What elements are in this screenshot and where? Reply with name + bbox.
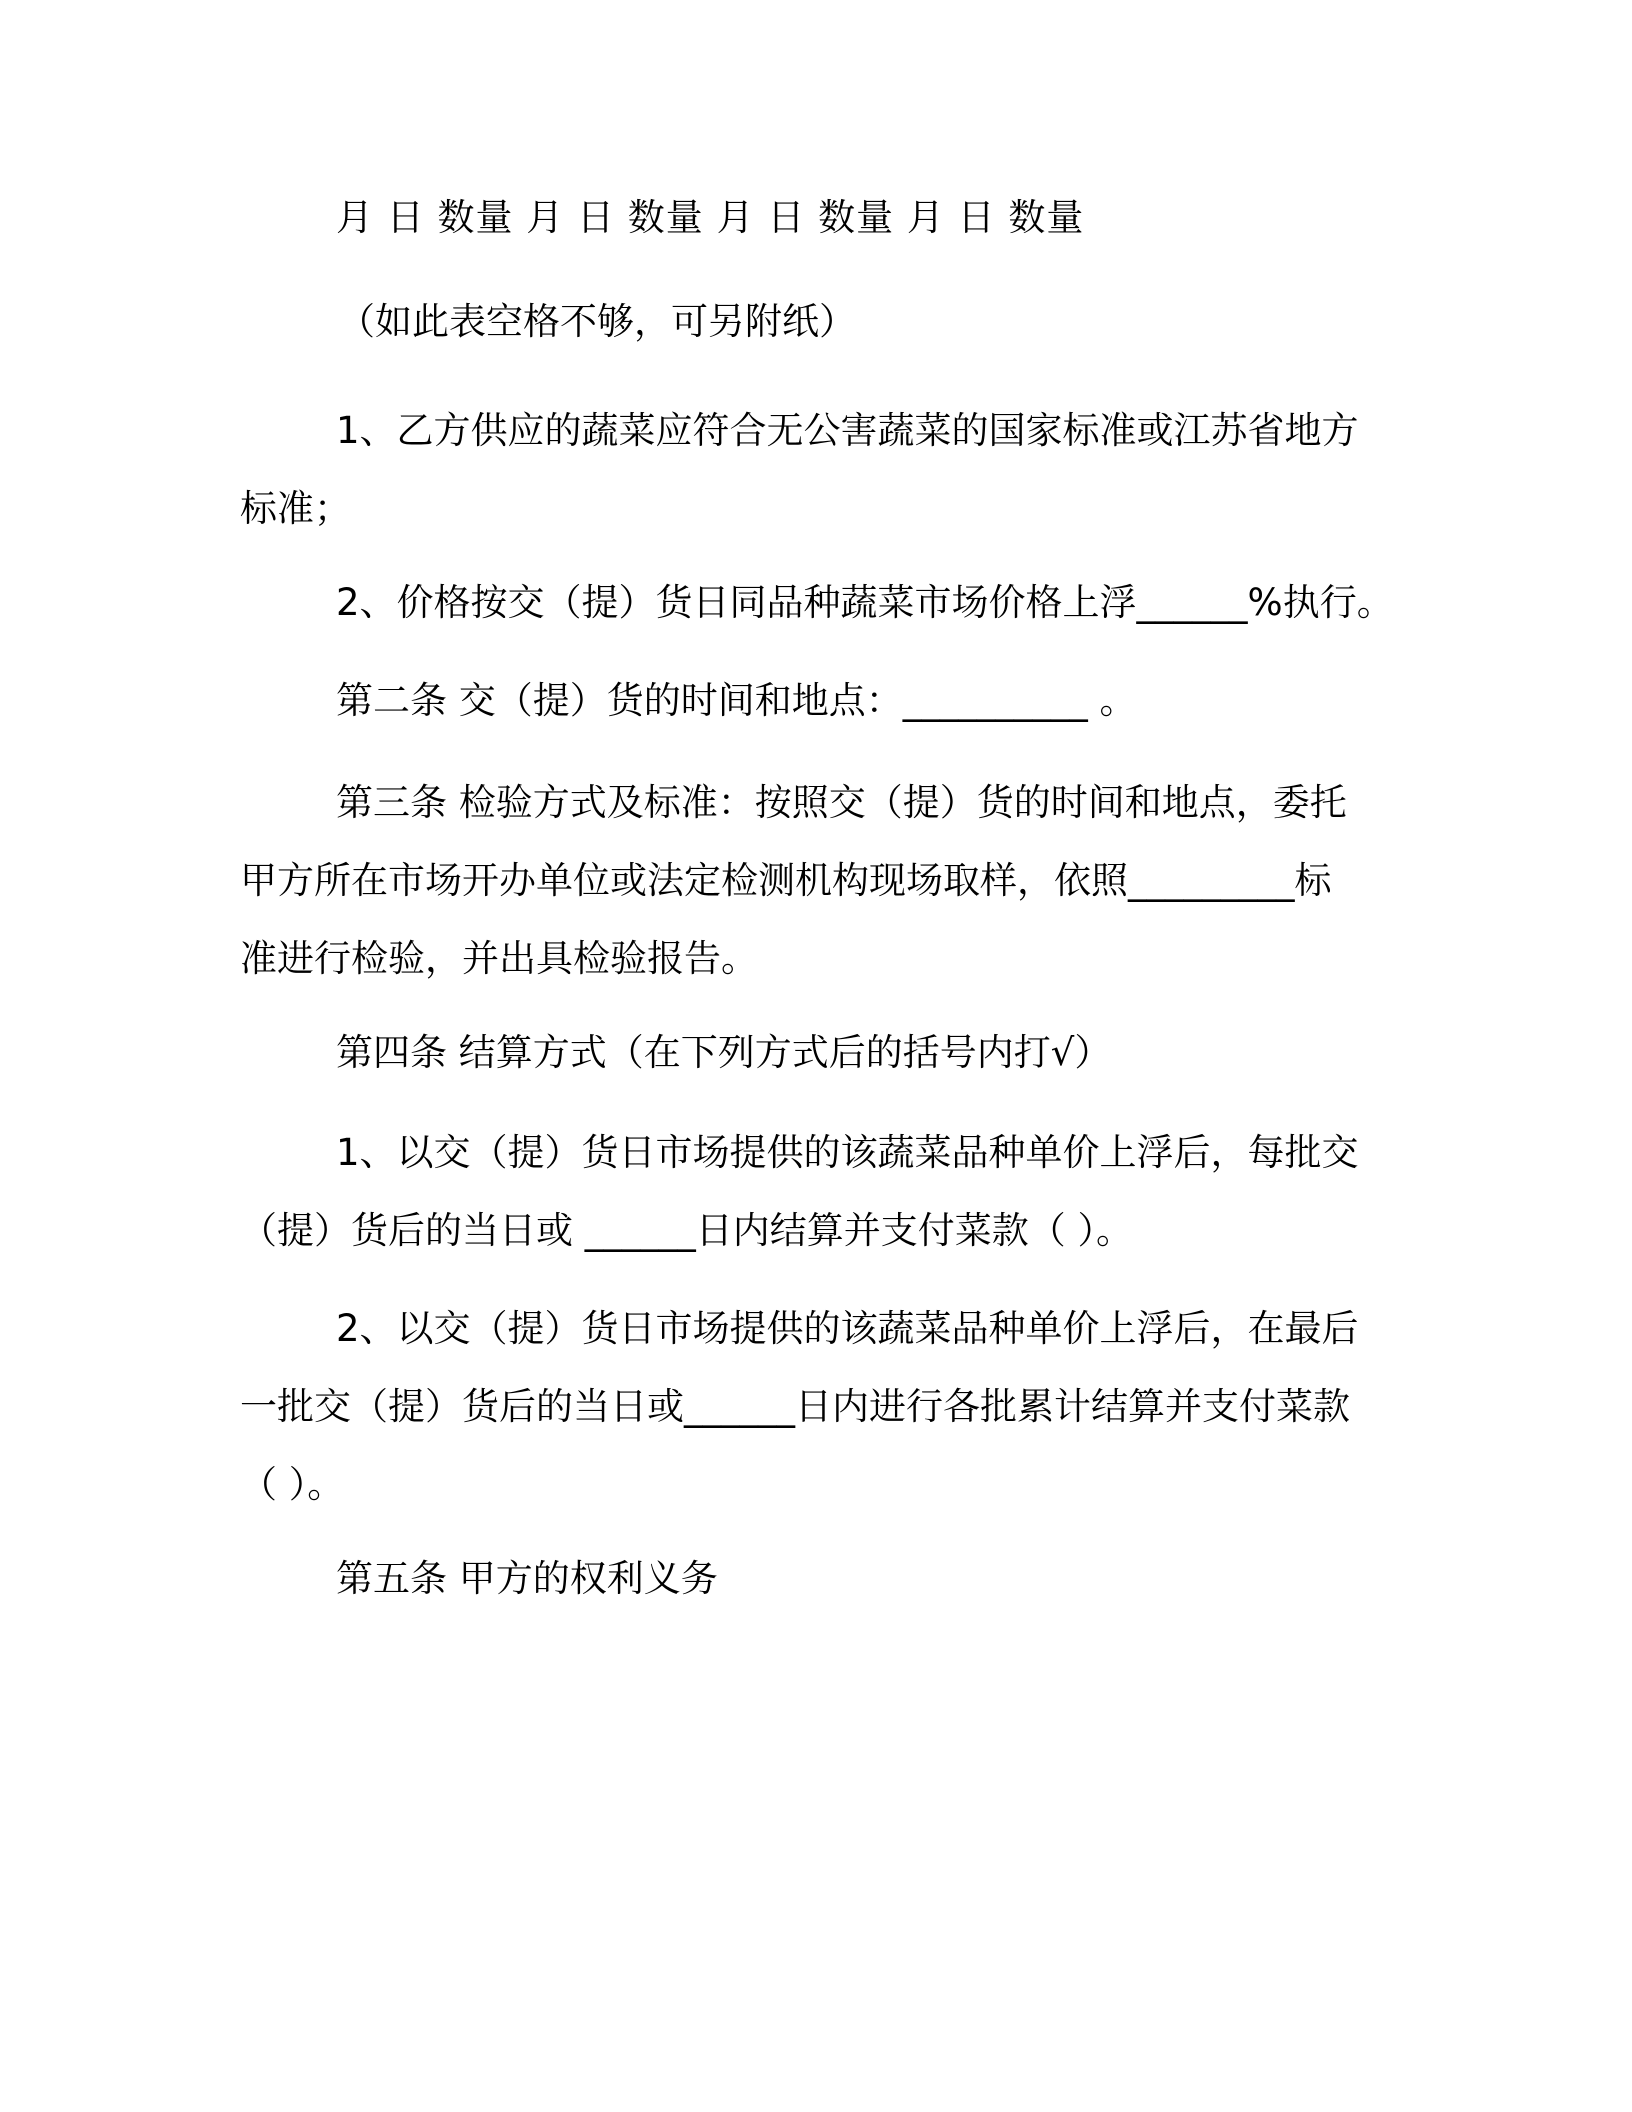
settlement-option-one bbox=[240, 1114, 1400, 1270]
clause-price bbox=[240, 564, 1400, 642]
article-five-party-a-rights bbox=[240, 1540, 1400, 1618]
article-two-delivery bbox=[240, 662, 1400, 740]
paragraph-line: 一批交（提）货后的当日或______日内进行各批累计结算并支付菜款 bbox=[240, 1385, 1350, 1428]
table-header-row: 月 日 数量 月 日 数量 月 日 数量 月 日 数量 bbox=[336, 196, 1085, 239]
paragraph-line: 2、价格按交（提）货日同品种蔬菜市场价格上浮______%执行。 bbox=[336, 581, 1394, 624]
paragraph-line: （提）货后的当日或 ______日内结算并支付菜款（ ）。 bbox=[240, 1209, 1134, 1252]
paragraph-line: 甲方所在市场开办单位或法定检测机构现场取样，依照_________标 bbox=[240, 859, 1332, 902]
paragraph-line: 第二条 交（提）货的时间和地点：__________ 。 bbox=[336, 679, 1137, 722]
paragraph-line: 标准； bbox=[240, 487, 351, 530]
paragraph-line: 第四条 结算方式（在下列方式后的括号内打√） bbox=[336, 1031, 1112, 1074]
paragraph-line: 第三条 检验方式及标准：按照交（提）货的时间和地点，委托 bbox=[336, 781, 1347, 824]
settlement-option-two bbox=[240, 1290, 1400, 1524]
clause-vegetable-standard bbox=[240, 392, 1400, 548]
paragraph-line: 1、乙方供应的蔬菜应符合无公害蔬菜的国家标准或江苏省地方 bbox=[336, 409, 1359, 452]
paragraph-line: 2、以交（提）货日市场提供的该蔬菜品种单价上浮后，在最后 bbox=[336, 1307, 1359, 1350]
paragraph-line: 准进行检验，并出具检验报告。 bbox=[240, 937, 758, 980]
paragraph-line: 第五条 甲方的权利义务 bbox=[336, 1557, 718, 1600]
article-four-settlement bbox=[240, 1014, 1400, 1092]
paragraph-line: （ ）。 bbox=[240, 1463, 345, 1506]
paragraph-line: 1、以交（提）货日市场提供的该蔬菜品种单价上浮后，每批交 bbox=[336, 1131, 1359, 1174]
article-three-inspection bbox=[240, 764, 1400, 998]
table-note: （如此表空格不够，可另附纸） bbox=[338, 300, 856, 343]
